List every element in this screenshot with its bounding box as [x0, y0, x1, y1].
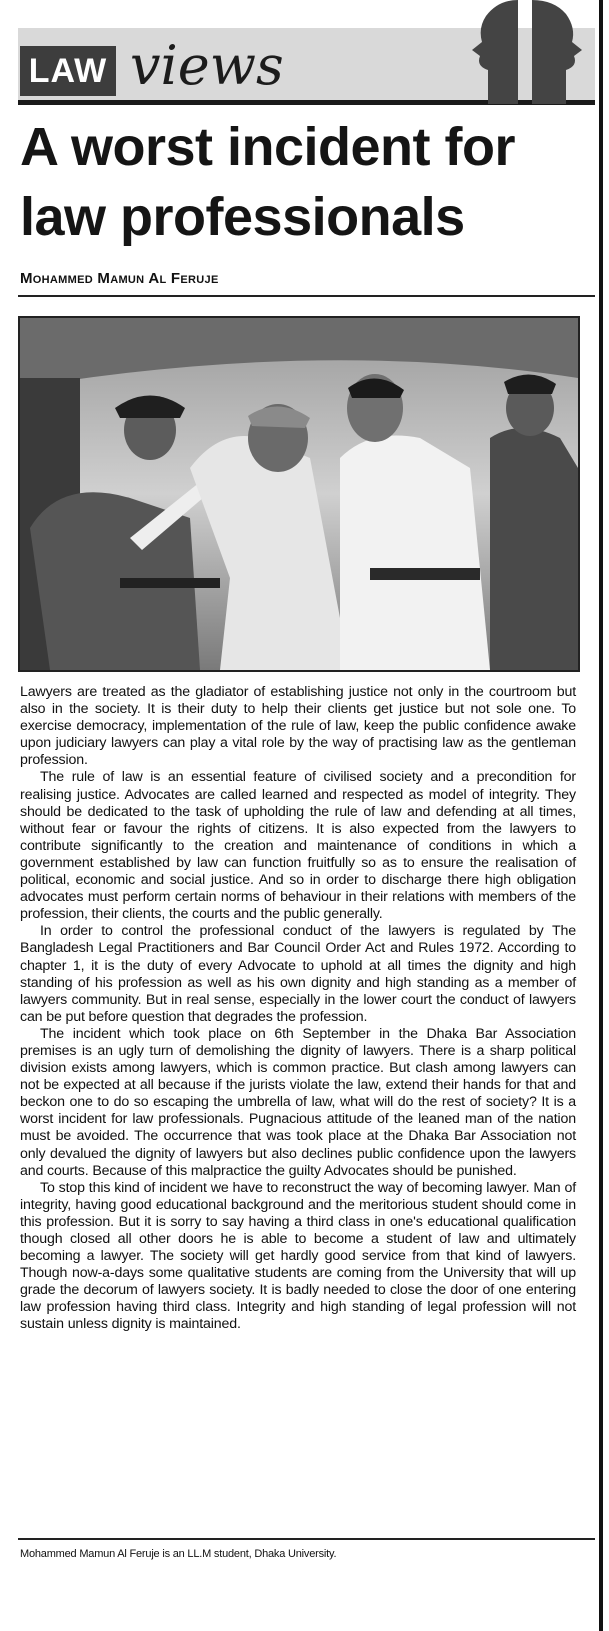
article-paragraph-5: To stop this kind of incident we have to reconstruct the way of becoming lawyer. Man of integrity, having good educational background and the meritorious student should come in this profession. But it is sorry to say having a third class in one's educational qualification though closed all other doors he is able to become a student of law and ultimately becoming a lawyer. The society will get hardly good service from that kind of lawyers. Though now-a-days some qualitative students are coming from the University that will up grade the decorum of lawyers society. It is badly needed to close the door of one entering law profession having third class. Integrity and high standing of legal profession will not sustain unless dignity is maintained.: [20, 1179, 576, 1333]
article-paragraph-1: Lawyers are treated as the gladiator of establishing justice not only in the courtroom but also in the society. It is their duty to help their clients get justice but not sole one. To exercise democracy, implementation of the rule of law, keep the public confidence awake upon judiciary lawyers can play a vital role by the way of practising law as the gentleman profession.: [20, 684, 576, 769]
byline-divider: [18, 295, 595, 297]
section-label: LAW: [20, 46, 116, 96]
byline: Mohammed Mamun Al Feruje: [20, 270, 219, 287]
section-subtitle: views: [130, 34, 284, 97]
article-body: [20, 684, 576, 1334]
headline: [20, 112, 609, 252]
article-paragraph-3: In order to control the professional conduct of the lawyers is regulated by The Bangladesh Legal Practitioners and Bar Council Order Act and Rules 1972. According to chapter 1, it is the duty of every Advocate to uphold at all times the dignity and high standing of his profession as well as his own dignity and high standing as a member of lawyers community. But in real sense, especially in the lower court the conduct of lawyers can be put before question that degrades the profession.: [20, 923, 576, 1025]
headline-line-2: law professionals: [20, 187, 465, 247]
profile-faces-icon: [468, 0, 588, 104]
article-paragraph-4: The incident which took place on 6th September in the Dhaka Bar Association premises is an ugly turn of demolishing the dignity of lawyers. There is a sharp political division exists among lawyers, which is common practice. But clash among lawyers can not be expected at all because if the jurists violate the law, extend their hands for that and beckon one to do so escaping the umbrella of law, what will do the rest of society? It is a worst incident for law professionals. Pugnacious attitude of the leaned man of the nation must be avoided. The occurrence that was took place at the Dhaka Bar Association not only devalued the dignity of lawyers but also declines public confidence upon the lawyers and courts. Because of this malpractice the guilty Advocates should be punished.: [20, 1025, 576, 1179]
news-photo: [18, 316, 580, 672]
article-paragraph-2: The rule of law is an essential feature of civilised society and a precondition for realising justice. Advocates are called learned and respected as model of integrity. They should be dedicated to the task of upholding the rule of law and defending at all times, without fear or favour the rights of citizens. It is also expected from the lawyers to contribute significantly to the creation and maintenance of conditions in which a government established by law can function fruitfully so as to ensure the realisation of political, economic and social justice. And so in order to discharge there high obligation advocates must perform certain norms of behaviour in their relations with members of the profession, their clients, the courts and the public generally.: [20, 769, 576, 923]
headline-line-1: A worst incident for: [20, 117, 516, 177]
author-footnote: Mohammed Mamun Al Feruje is an LL.M student, Dhaka University.: [20, 1548, 337, 1560]
footnote-divider: [18, 1538, 595, 1540]
